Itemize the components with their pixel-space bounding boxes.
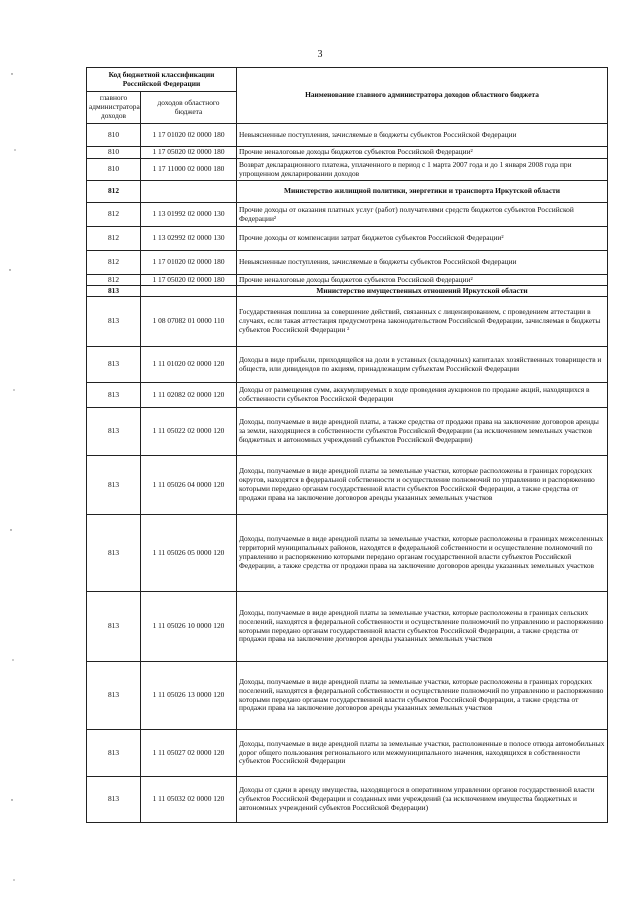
table-row xyxy=(87,592,608,662)
revenue-code-cell: 1 11 05032 02 0000 120 xyxy=(141,777,237,823)
table-row xyxy=(87,662,608,730)
admin-code-cell: 810 xyxy=(87,147,141,159)
revenue-name-cell: Доходы от размещения сумм, аккумулируемых в ходе проведения аукционов по продаже акций, находящихся в собственности субъектов Российской Федерации xyxy=(237,383,608,408)
revenue-code-cell: 1 11 05026 05 0000 120 xyxy=(141,515,237,592)
revenue-code-cell: 1 17 11000 02 0000 180 xyxy=(141,159,237,181)
revenue-name-cell: Доходы от сдачи в аренду имущества, находящегося в оперативном управлении органов государственной власти субъектов Российской Федерации и созданных ими учреждений (за исключением имущества бюджетных и автономных учреждений субъектов Российской Федерации) xyxy=(237,777,608,823)
admin-code-cell: 813 xyxy=(87,777,141,823)
admin-code-cell: 813 xyxy=(87,592,141,662)
header-code: доходов областного бюджета xyxy=(141,92,237,124)
revenue-name-cell: Возврат декларационного платежа, уплаченного в период с 1 марта 2007 года и до 1 января 2008 года при упрощенном декларировании доходов xyxy=(237,159,608,181)
revenue-code-cell: 1 11 05022 02 0000 120 xyxy=(141,408,237,456)
header-admin: главного администратора доходов xyxy=(87,92,141,124)
table-row xyxy=(87,408,608,456)
revenue-name-cell: Доходы, получаемые в виде арендной платы за земельные участки, которые расположены в границах сельских поселений, находятся в федеральной собственности и осуществление полномочий по управлению и распоряжению которыми передано органам государственной власти субъектов Российской Федерации, а также средства от продажи права на заключение договоров аренды указанных земельных участков xyxy=(237,592,608,662)
table-row xyxy=(87,147,608,159)
revenue-code-cell: 1 17 05020 02 0000 180 xyxy=(141,147,237,159)
table-row xyxy=(87,297,608,347)
administrator-title-cell: Министерство имущественных отношений Иркутской области xyxy=(237,286,608,297)
revenue-name-cell: Невыясненные поступления, зачисляемые в бюджеты субъектов Российской Федерации xyxy=(237,251,608,275)
revenue-code-cell: 1 11 01020 02 0000 120 xyxy=(141,347,237,383)
table-row xyxy=(87,203,608,227)
revenue-code-cell xyxy=(141,181,237,203)
table-row xyxy=(87,515,608,592)
revenue-name-cell: Доходы, получаемые в виде арендной платы за земельные участки, которые расположены в границах межселенных территорий муниципальных районов, находятся в федеральной собственности и осуществление полномочий по управлению и распоряжению которыми передано органам государственной власти субъектов Российской Федерации, а также средства от продажи права на заключение договоров аренды указанных земельных участков xyxy=(237,515,608,592)
revenue-code-cell: 1 08 07082 01 0000 110 xyxy=(141,297,237,347)
revenue-code-cell xyxy=(141,286,237,297)
admin-code-cell: 812 xyxy=(87,251,141,275)
revenue-name-cell: Прочие доходы от компенсации затрат бюджетов субъектов Российской Федерации² xyxy=(237,227,608,251)
admin-code-cell: 810 xyxy=(87,159,141,181)
revenue-code-cell: 1 13 01992 02 0000 130 xyxy=(141,203,237,227)
admin-code-cell: 813 xyxy=(87,662,141,730)
revenue-name-cell: Прочие доходы от оказания платных услуг (работ) получателями средств бюджетов субъектов Российской Федерации² xyxy=(237,203,608,227)
admin-code-cell: 812 xyxy=(87,181,141,203)
revenue-name-cell: Доходы, получаемые в виде арендной платы за земельные участки, расположенные в полосе отвода автомобильных дорог общего пользования регионального или межмуниципального значения, находящихся в собственности субъектов Российской Федерации xyxy=(237,730,608,777)
revenue-code-cell: 1 17 01020 02 0000 180 xyxy=(141,124,237,147)
revenue-code-cell: 1 11 05027 02 0000 120 xyxy=(141,730,237,777)
admin-code-cell: 813 xyxy=(87,297,141,347)
revenue-code-cell: 1 11 05026 10 0000 120 xyxy=(141,592,237,662)
table-row xyxy=(87,181,608,203)
admin-code-cell: 812 xyxy=(87,275,141,286)
admin-code-cell: 813 xyxy=(87,515,141,592)
table-row xyxy=(87,383,608,408)
revenue-name-cell: Невыясненные поступления, зачисляемые в бюджеты субъектов Российской Федерации xyxy=(237,124,608,147)
revenue-code-cell: 1 11 05026 13 0000 120 xyxy=(141,662,237,730)
admin-code-cell: 813 xyxy=(87,408,141,456)
admin-code-cell: 813 xyxy=(87,383,141,408)
admin-code-cell: 813 xyxy=(87,347,141,383)
admin-code-cell: 813 xyxy=(87,730,141,777)
scan-margin-marks xyxy=(0,60,28,900)
revenue-name-cell: Доходы в виде прибыли, приходящейся на доли в уставных (складочных) капиталах хозяйственных товариществ и обществ, или дивидендов по акциям, принадлежащим субъектам Российской Федерации xyxy=(237,347,608,383)
header-code-group: Код бюджетной классификации Российской Федерации xyxy=(87,68,237,92)
page-number: 3 xyxy=(317,49,323,60)
revenue-name-cell: Доходы, получаемые в виде арендной платы за земельные участки, которые расположены в границах городских поселений, находятся в федеральной собственности и осуществление полномочий по управлению и распоряжению которыми передано органам государственной власти субъектов Российской Федерации, а также средства от продажи права на заключение договоров аренды указанных земельных участков xyxy=(237,662,608,730)
table-row xyxy=(87,159,608,181)
table-row xyxy=(87,456,608,515)
table-row xyxy=(87,730,608,777)
revenue-code-cell: 1 17 01020 02 0000 180 xyxy=(141,251,237,275)
table-row xyxy=(87,124,608,147)
admin-code-cell: 812 xyxy=(87,203,141,227)
revenue-name-cell: Прочие неналоговые доходы бюджетов субъектов Российской Федерации² xyxy=(237,147,608,159)
header-name: Наименование главного администратора доходов областного бюджета xyxy=(237,68,608,124)
revenue-code-cell: 1 17 05020 02 0000 180 xyxy=(141,275,237,286)
administrator-title-cell: Министерство жилищной политики, энергетики и транспорта Иркутской области xyxy=(237,181,608,203)
admin-code-cell: 812 xyxy=(87,227,141,251)
admin-code-cell: 810 xyxy=(87,124,141,147)
revenue-code-cell: 1 11 05026 04 0000 120 xyxy=(141,456,237,515)
table-row xyxy=(87,286,608,297)
revenue-code-cell: 1 11 02082 02 0000 120 xyxy=(141,383,237,408)
revenue-code-cell: 1 13 02992 02 0000 130 xyxy=(141,227,237,251)
table-row xyxy=(87,251,608,275)
table-row xyxy=(87,777,608,823)
revenue-name-cell: Государственная пошлина за совершение действий, связанных с лицензированием, с проведением аттестации в случаях, если такая аттестация предусмотрена законодательством Российской Федерации, зачисляемая в бюджеты субъектов Российской Федерации ² xyxy=(237,297,608,347)
revenue-name-cell: Прочие неналоговые доходы бюджетов субъектов Российской Федерации² xyxy=(237,275,608,286)
admin-code-cell: 813 xyxy=(87,286,141,297)
revenue-name-cell: Доходы, получаемые в виде арендной платы, а также средства от продажи права на заключение договоров аренды за земли, находящиеся в собственности субъектов Российской Федерации (за исключением земельных участков бюджетных и автономных учреждений субъектов Российской Федерации) xyxy=(237,408,608,456)
table-row xyxy=(87,347,608,383)
table-row xyxy=(87,275,608,286)
admin-code-cell: 813 xyxy=(87,456,141,515)
revenue-admin-table xyxy=(86,67,608,823)
table-row xyxy=(87,227,608,251)
revenue-name-cell: Доходы, получаемые в виде арендной платы за земельные участки, которые расположены в границах городских округов, находятся в федеральной собственности и осуществление полномочий по управлению и распоряжению которыми передано органам государственной власти субъектов Российской Федерации, а также средства от продажи права на заключение договоров аренды указанных земельных участков xyxy=(237,456,608,515)
